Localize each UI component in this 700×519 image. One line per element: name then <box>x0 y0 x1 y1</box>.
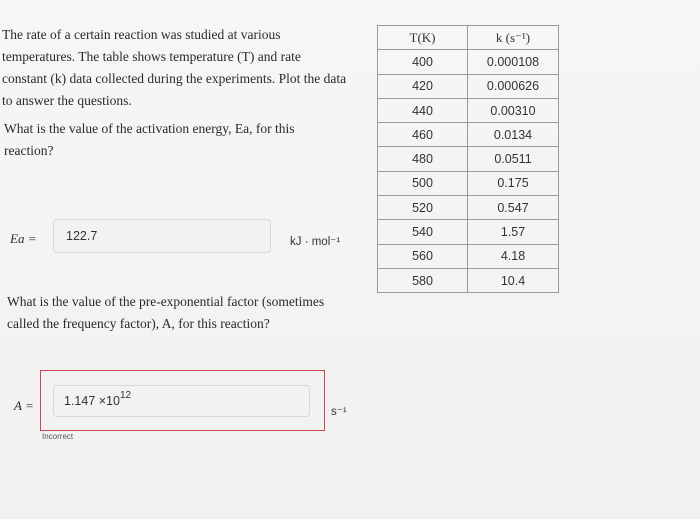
a-label: A = <box>14 398 34 413</box>
table-row <box>378 220 559 244</box>
cell-rate-constant: 0.175 <box>468 171 559 195</box>
question-pre-exponential: What is the value of the pre-exponential factor (sometimes called the frequency factor), A, for this reaction? <box>7 294 325 331</box>
table-row <box>378 147 559 171</box>
cell-temperature: 580 <box>378 268 468 292</box>
cell-rate-constant: 1.57 <box>468 220 559 244</box>
table-row <box>378 123 559 147</box>
incorrect-feedback: Incorrect <box>42 432 74 441</box>
ea-unit: kJ · mol⁻¹ <box>290 236 341 248</box>
cell-rate-constant: 0.00310 <box>468 98 559 122</box>
header-temperature: T(K) <box>378 26 468 50</box>
question-activation-energy: What is the value of the activation energy, Ea, for this reaction? <box>4 121 295 158</box>
cell-rate-constant: 0.000626 <box>468 74 559 98</box>
cell-temperature: 420 <box>378 74 468 98</box>
cell-rate-constant: 0.547 <box>468 196 559 220</box>
header-rate-constant: k (s⁻¹) <box>468 26 559 50</box>
table-row <box>378 98 559 122</box>
a-mantissa: 1.147 ×10 <box>64 394 120 408</box>
cell-temperature: 560 <box>378 244 468 268</box>
a-input[interactable] <box>53 385 310 417</box>
cell-rate-constant: 0.000108 <box>468 50 559 74</box>
cell-rate-constant: 0.0134 <box>468 123 559 147</box>
table-header-row <box>378 26 559 50</box>
cell-temperature: 520 <box>378 196 468 220</box>
cell-temperature: 460 <box>378 123 468 147</box>
table-row <box>378 74 559 98</box>
cell-temperature: 500 <box>378 171 468 195</box>
cell-rate-constant: 4.18 <box>468 244 559 268</box>
a-unit: s⁻¹ <box>331 406 347 418</box>
table-row <box>378 244 559 268</box>
ea-input[interactable]: 122.7 <box>53 219 271 253</box>
a-exponent: 12 <box>119 389 132 401</box>
cell-temperature: 400 <box>378 50 468 74</box>
table-row <box>378 196 559 220</box>
cell-temperature: 480 <box>378 147 468 171</box>
cell-rate-constant: 0.0511 <box>468 147 559 171</box>
table-row <box>378 171 559 195</box>
cell-temperature: 540 <box>378 220 468 244</box>
intro-paragraph: The rate of a certain reaction was studied at various temperatures. The table shows temperature (T) and rate constant (k) data collected during the experiments. Plot the data to answer the questions. <box>2 27 347 108</box>
cell-temperature: 440 <box>378 98 468 122</box>
table-row <box>378 50 559 74</box>
table-row <box>378 268 559 292</box>
ea-label: Ea = <box>10 231 37 246</box>
data-table <box>377 25 559 293</box>
cell-rate-constant: 10.4 <box>468 268 559 292</box>
